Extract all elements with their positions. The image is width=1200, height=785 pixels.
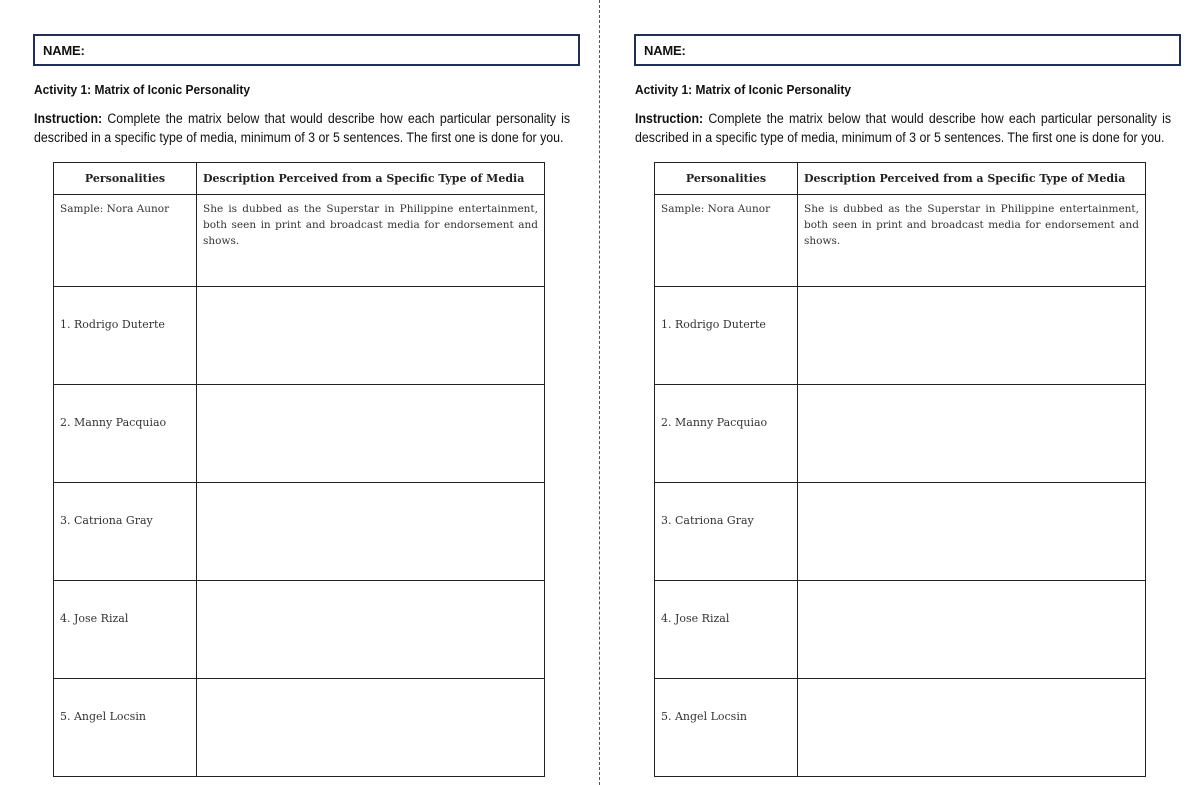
- header-description: Description Perceived from a Specific Type of Media: [798, 163, 1146, 195]
- personality-name: 4. Jose Rizal: [655, 581, 798, 679]
- name-label: NAME:: [644, 43, 686, 58]
- description-answer-cell[interactable]: [197, 483, 545, 581]
- table-row: [54, 483, 545, 581]
- description-answer-cell[interactable]: [798, 483, 1146, 581]
- personality-name: 5. Angel Locsin: [54, 679, 197, 777]
- header-personalities: Personalities: [54, 163, 197, 195]
- name-label: NAME:: [43, 43, 85, 58]
- personality-name: 2. Manny Pacquiao: [54, 385, 197, 483]
- table-row: [655, 483, 1146, 581]
- activity-title: Activity 1: Matrix of Iconic Personality: [635, 82, 852, 97]
- personality-name: 4. Jose Rizal: [54, 581, 197, 679]
- description-answer-cell[interactable]: [798, 287, 1146, 385]
- instruction-paragraph: [635, 110, 1171, 164]
- table-row: [54, 287, 545, 385]
- table-row: [54, 581, 545, 679]
- description-answer-cell[interactable]: [798, 581, 1146, 679]
- personality-name: 2. Manny Pacquiao: [655, 385, 798, 483]
- activity-title: Activity 1: Matrix of Iconic Personality: [34, 82, 251, 97]
- header-personalities: Personalities: [655, 163, 798, 195]
- table-row: [54, 679, 545, 777]
- instruction-label: Instruction:: [635, 111, 704, 126]
- instruction-paragraph: [34, 110, 570, 164]
- sample-description: She is dubbed as the Superstar in Philippine entertainment, both seen in print and broadcast media for endorsement and shows.: [197, 195, 545, 287]
- sample-description: She is dubbed as the Superstar in Philippine entertainment, both seen in print and broadcast media for endorsement and shows.: [798, 195, 1146, 287]
- personality-name: 1. Rodrigo Duterte: [54, 287, 197, 385]
- sample-row: [655, 195, 1146, 287]
- sample-name: Sample: Nora Aunor: [54, 195, 197, 287]
- description-answer-cell[interactable]: [798, 679, 1146, 777]
- table-row: [655, 287, 1146, 385]
- name-field[interactable]: [634, 34, 1181, 66]
- instruction-text: Complete the matrix below that would describe how each particular personality is described in a specific type of media, minimum of 3 or 5 sentences. The first one is done for you.: [34, 111, 571, 145]
- table-row: [655, 581, 1146, 679]
- worksheet-right: [601, 0, 1200, 785]
- table-header-row: [655, 163, 1146, 195]
- table-header-row: [54, 163, 545, 195]
- personality-name: 3. Catriona Gray: [655, 483, 798, 581]
- personality-name: 5. Angel Locsin: [655, 679, 798, 777]
- description-answer-cell[interactable]: [197, 581, 545, 679]
- personality-name: 1. Rodrigo Duterte: [655, 287, 798, 385]
- description-answer-cell[interactable]: [197, 385, 545, 483]
- table-row: [655, 385, 1146, 483]
- personality-matrix-table: [654, 162, 1146, 777]
- name-field[interactable]: [33, 34, 580, 66]
- personality-matrix-table: [53, 162, 545, 777]
- personality-name: 3. Catriona Gray: [54, 483, 197, 581]
- description-answer-cell[interactable]: [197, 287, 545, 385]
- table-row: [54, 385, 545, 483]
- sample-name: Sample: Nora Aunor: [655, 195, 798, 287]
- description-answer-cell[interactable]: [798, 385, 1146, 483]
- header-description: Description Perceived from a Specific Type of Media: [197, 163, 545, 195]
- instruction-text: Complete the matrix below that would describe how each particular personality is described in a specific type of media, minimum of 3 or 5 sentences. The first one is done for you.: [635, 111, 1172, 145]
- description-answer-cell[interactable]: [197, 679, 545, 777]
- instruction-label: Instruction:: [34, 111, 103, 126]
- table-row: [655, 679, 1146, 777]
- sample-row: [54, 195, 545, 287]
